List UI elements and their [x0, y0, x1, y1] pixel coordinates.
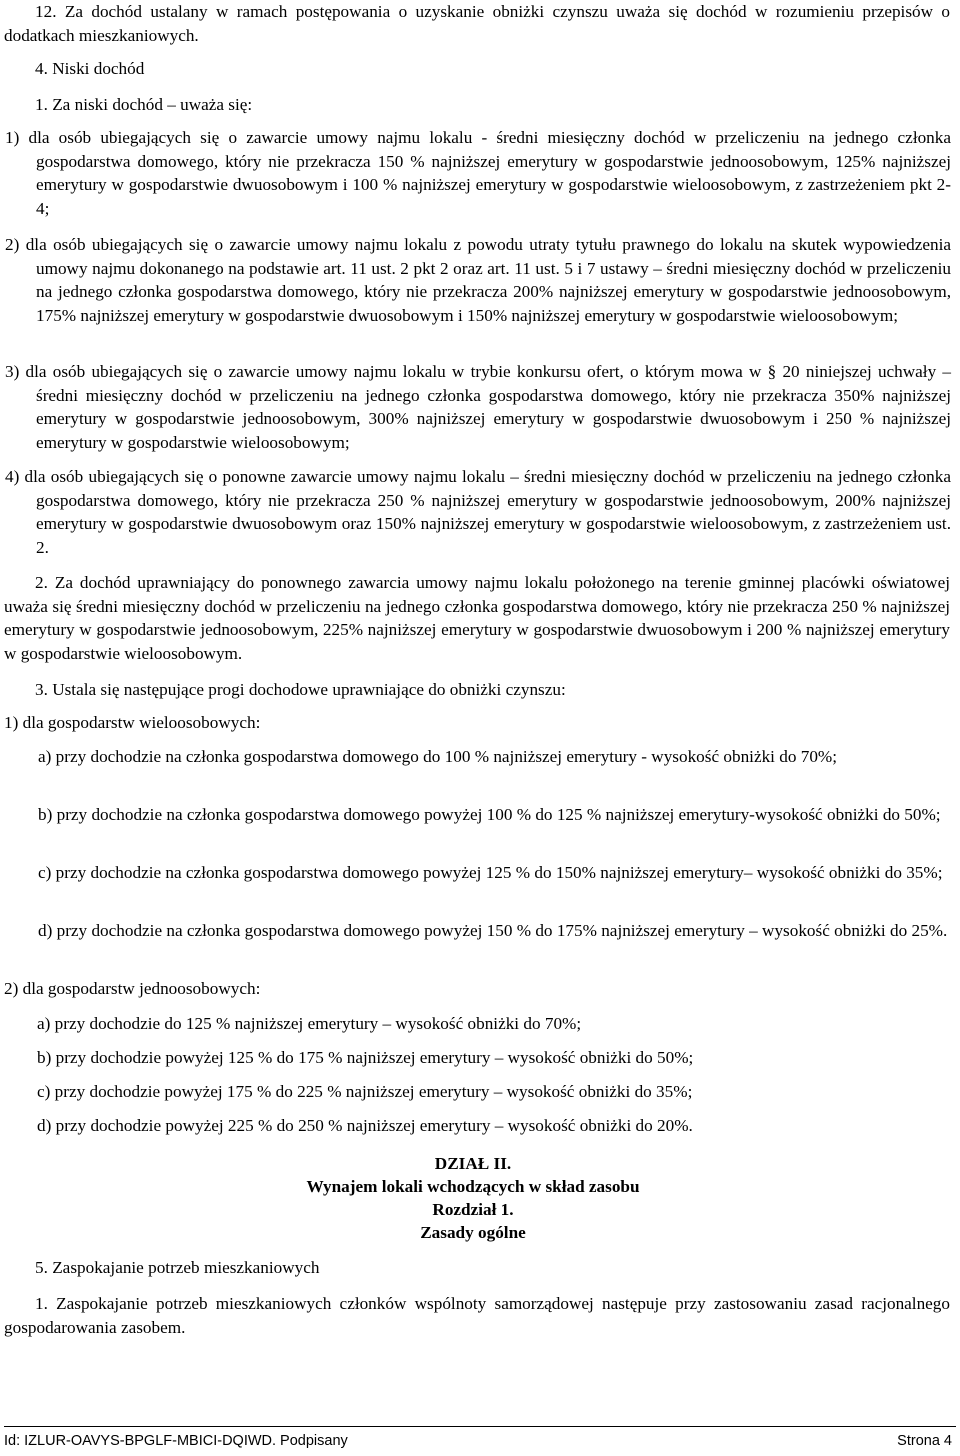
list-item: 1) dla osób ubiegających się o zawarcie umowy najmu lokalu - średni miesięczny dochód w przeliczeniu na jednego członka gospodarstwa domowego, który nie przekracza 150 % najniższej emerytury w gospodarstwie jednoosobowym, 125% najniższej emerytury w gospodarstwie dwuosobowym i 100 % najniższej emerytury w gospodarstwie wieloosobowym, z zastrzeżeniem pkt 2-4; [5, 128, 951, 218]
list-item: 4) dla osób ubiegających się o ponowne zawarcie umowy najmu lokalu – średni miesięczny dochód w przeliczeniu na jednego członka gospodarstwa domowego, który nie przekracza 250 % najniższej emerytury w gospodarstwie jednoosobowym, 200% najniższej emerytury w gospodarstwie dwuosobowym oraz 150% najniższej emerytury w gospodarstwie wieloosobowym, z zastrzeżeniem ust. 2. [5, 467, 951, 557]
section-4-para-2: 2. Za dochód uprawniający do ponownego zawarcia umowy najmu lokalu położonego na terenie gminnej placówki oświatowej uważa się średni miesięczny dochód w przeliczeniu na jednego członka gospodarstwa domowego, który nie przekracza 250 % najniższej emerytury w gospodarstwie jednoosobowym, 225% najniższej emerytury w gospodarstwie dwuosobowym i 200 % najniższej emerytury w gospodarstwie wieloosobowym. [4, 573, 950, 663]
list-item: b) przy dochodzie powyżej 125 % do 175 % najniższej emerytury – wysokość obniżki do 50%; [37, 1048, 694, 1067]
list-item: 2) dla osób ubiegających się o zawarcie umowy najmu lokalu z powodu utraty tytułu prawnego do lokalu na skutek wypowiedzenia umowy najmu dokonanego na podstawie art. 11 ust. 2 pkt 2 oraz art. 11 ust. 5 i 7 ustawy – średni miesięczny dochód w przeliczeniu na jednego członka gospodarstwa domowego, który nie przekracza 200% najniższej emerytury w gospodarstwie jednoosobowym, 175% najniższej emerytury w gospodarstwie dwuosobowym i 150% najniższej emerytury w gospodarstwie wieloosobowym; [5, 235, 951, 325]
list-item: a) przy dochodzie na członka gospodarstwa domowego do 100 % najniższej emerytury - wysokość obniżki do 70%; [38, 747, 838, 766]
paragraph-12: 12. Za dochód ustalany w ramach postępowania o uzyskanie obniżki czynszu uważa się dochód w rozumieniu przepisów o dodatkach mieszkaniowych. [4, 2, 950, 45]
section-5-heading: 5. Zaspokajanie potrzeb mieszkaniowych [35, 1258, 320, 1277]
section-heading-dzial: DZIAŁ II. [434, 1154, 512, 1173]
section-5-para-1: 1. Zaspokajanie potrzeb mieszkaniowych członków wspólnoty samorządowej następuje przy zastosowaniu zasad racjonalnego gospodarowania zasobem. [4, 1294, 950, 1337]
footer-divider [4, 1426, 956, 1427]
document-id: Id: IZLUR-OAVYS-BPGLF-MBICI-DQIWD. Podpisany [4, 1433, 348, 1449]
chapter-title: Zasady ogólne [420, 1223, 526, 1242]
multi-household-title: 1) dla gospodarstw wieloosobowych: [4, 713, 261, 732]
list-item: a) przy dochodzie do 125 % najniższej emerytury – wysokość obniżki do 70%; [37, 1014, 582, 1033]
list-item: 3) dla osób ubiegających się o zawarcie umowy najmu lokalu w trybie konkursu ofert, o którym mowa w § 20 niniejszej uchwały – średni miesięczny dochód w przeliczeniu na jednego członka gospodarstwa domowego, który nie przekracza 350% najniższej emerytury w gospodarstwie jednoosobowym, 300% najniższej emerytury w gospodarstwie dwuosobowym i 250 % najniższej emerytury w gospodarstwie wieloosobowym; [5, 362, 951, 452]
list-item: b) przy dochodzie na członka gospodarstwa domowego powyżej 100 % do 125 % najniższej emerytury-wysokość obniżki do 50%; [38, 805, 941, 824]
list-item: d) przy dochodzie powyżej 225 % do 250 % najniższej emerytury – wysokość obniżki do 20%. [37, 1116, 693, 1135]
page-footer [4, 1433, 952, 1449]
list-item: c) przy dochodzie powyżej 175 % do 225 % najniższej emerytury – wysokość obniżki do 35%; [37, 1082, 693, 1101]
chapter-heading: Rozdział 1. [432, 1200, 514, 1219]
section-4-para-3: 3. Ustala się następujące progi dochodowe uprawniające do obniżki czynszu: [35, 680, 566, 699]
single-household-title: 2) dla gospodarstw jednoosobowych: [4, 979, 261, 998]
page-number: Strona 4 [897, 1433, 952, 1449]
section-4-heading: 4. Niski dochód [35, 59, 145, 78]
section-4-para-1: 1. Za niski dochód – uważa się: [35, 95, 253, 114]
list-item: c) przy dochodzie na członka gospodarstwa domowego powyżej 125 % do 150% najniższej emerytury– wysokość obniżki do 35%; [38, 863, 943, 882]
section-heading-title: Wynajem lokali wchodzących w skład zasobu [306, 1177, 640, 1196]
list-item: d) przy dochodzie na członka gospodarstwa domowego powyżej 150 % do 175% najniższej emerytury – wysokość obniżki do 25%. [38, 921, 948, 940]
